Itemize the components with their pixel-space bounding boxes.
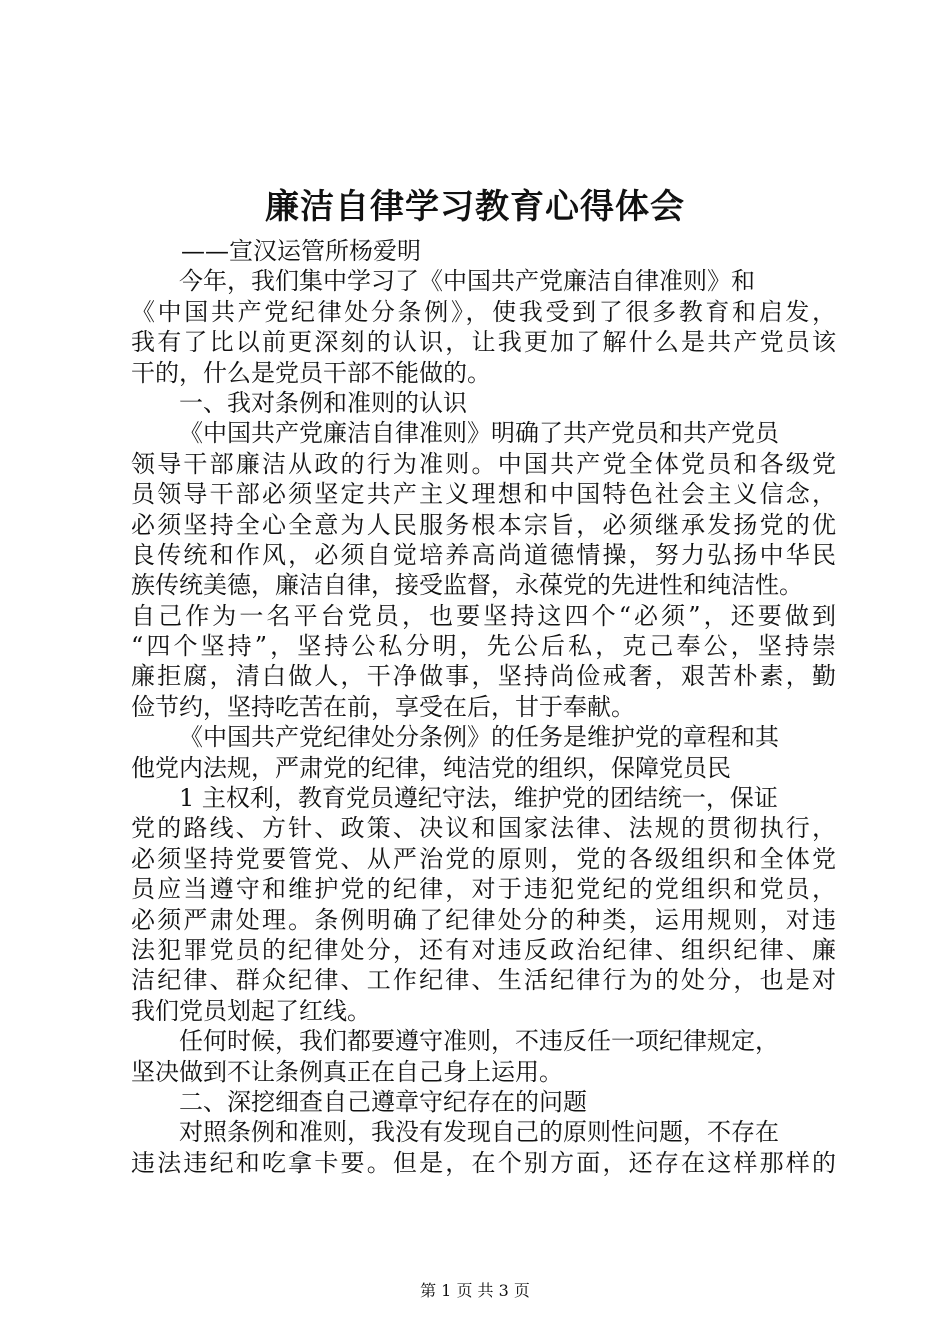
paragraph-line: 员领导干部必须坚定共产主义理想和中国特色社会主义信念， <box>131 480 836 509</box>
paragraph-line: 党的路线、方针、政策、决议和国家法律、法规的贯彻执行， <box>131 814 836 843</box>
paragraph-line: 俭节约，坚持吃苦在前，享受在后，甘于奉献。 <box>131 692 635 721</box>
paragraph-line: 良传统和作风，必须自觉培养高尚道德情操，努力弘扬中华民 <box>131 540 836 569</box>
page-footer: 第 1 页 共 3 页 <box>420 1281 530 1300</box>
paragraph-line: 员应当遵守和维护党的纪律，对于违犯党纪的党组织和党员， <box>131 875 836 904</box>
paragraph-line: 坚决做到不让条例真正在自己身上运用。 <box>131 1057 563 1086</box>
section-heading: 二、深挖细查自己遵章守纪存在的问题 <box>179 1087 587 1116</box>
paragraph-line: 他党内法规，严肃党的纪律，纯洁党的组织，保障党员民 <box>131 753 731 782</box>
paragraph-line: 洁纪律、群众纪律、工作纪律、生活纪律行为的处分，也是对 <box>131 966 836 995</box>
paragraph-line: 今年，我们集中学习了《中国共产党廉洁自律准则》和 <box>179 267 755 296</box>
paragraph-line: 必须坚持党要管党、从严治党的原则，党的各级组织和全体党 <box>131 844 836 873</box>
section-heading: 一、我对条例和准则的认识 <box>179 388 467 417</box>
author-line: ——宣汉运管所杨爱明 <box>181 237 421 265</box>
document-body <box>131 236 836 1178</box>
paragraph-line: 我有了比以前更深刻的认识，让我更加了解什么是共产党员该 <box>131 328 836 357</box>
paragraph-line: 族传统美德，廉洁自律，接受监督，永葆党的先进性和纯洁性。 <box>131 571 803 600</box>
paragraph-line: 1 主权利，教育党员遵纪守法，维护党的团结统一，保证 <box>179 784 778 813</box>
paragraph-line: 法犯罪党员的纪律处分，还有对违反政治纪律、组织纪律、廉 <box>131 935 836 964</box>
paragraph-line: 违法违纪和吃拿卡要。但是，在个别方面，还存在这样那样的 <box>131 1148 836 1177</box>
document-title: 廉洁自律学习教育心得体会 <box>265 187 685 227</box>
paragraph-line: 我们党员划起了红线。 <box>131 996 371 1025</box>
paragraph-line: 领导干部廉洁从政的行为准则。中国共产党全体党员和各级党 <box>131 449 836 478</box>
paragraph-line: 必须严肃处理。条例明确了纪律处分的种类，运用规则，对违 <box>131 905 836 934</box>
paragraph-line: 必须坚持全心全意为人民服务根本宗旨，必须继承发扬党的优 <box>131 510 836 539</box>
paragraph-line: 《中国共产党廉洁自律准则》明确了共产党员和共产党员 <box>179 419 779 448</box>
paragraph-line: 廉拒腐，清白做人，干净做事，坚持尚俭戒奢，艰苦朴素，勤 <box>131 662 836 691</box>
paragraph-line: 任何时候，我们都要遵守准则，不违反任一项纪律规定， <box>179 1027 779 1056</box>
paragraph-line: 干的，什么是党员干部不能做的。 <box>131 358 491 387</box>
paragraph-line: “四个坚持”，坚持公私分明，先公后私，克己奉公，坚持崇 <box>131 632 836 661</box>
paragraph-line: 《中国共产党纪律处分条例》的任务是维护党的章程和其 <box>179 723 779 752</box>
paragraph-line: 对照条例和准则，我没有发现自己的原则性问题，不存在 <box>179 1118 779 1147</box>
paragraph-line: 自己作为一名平台党员，也要坚持这四个“必须”，还要做到 <box>131 601 836 630</box>
paragraph-line: 《中国共产党纪律处分条例》，使我受到了很多教育和启发， <box>131 297 836 326</box>
